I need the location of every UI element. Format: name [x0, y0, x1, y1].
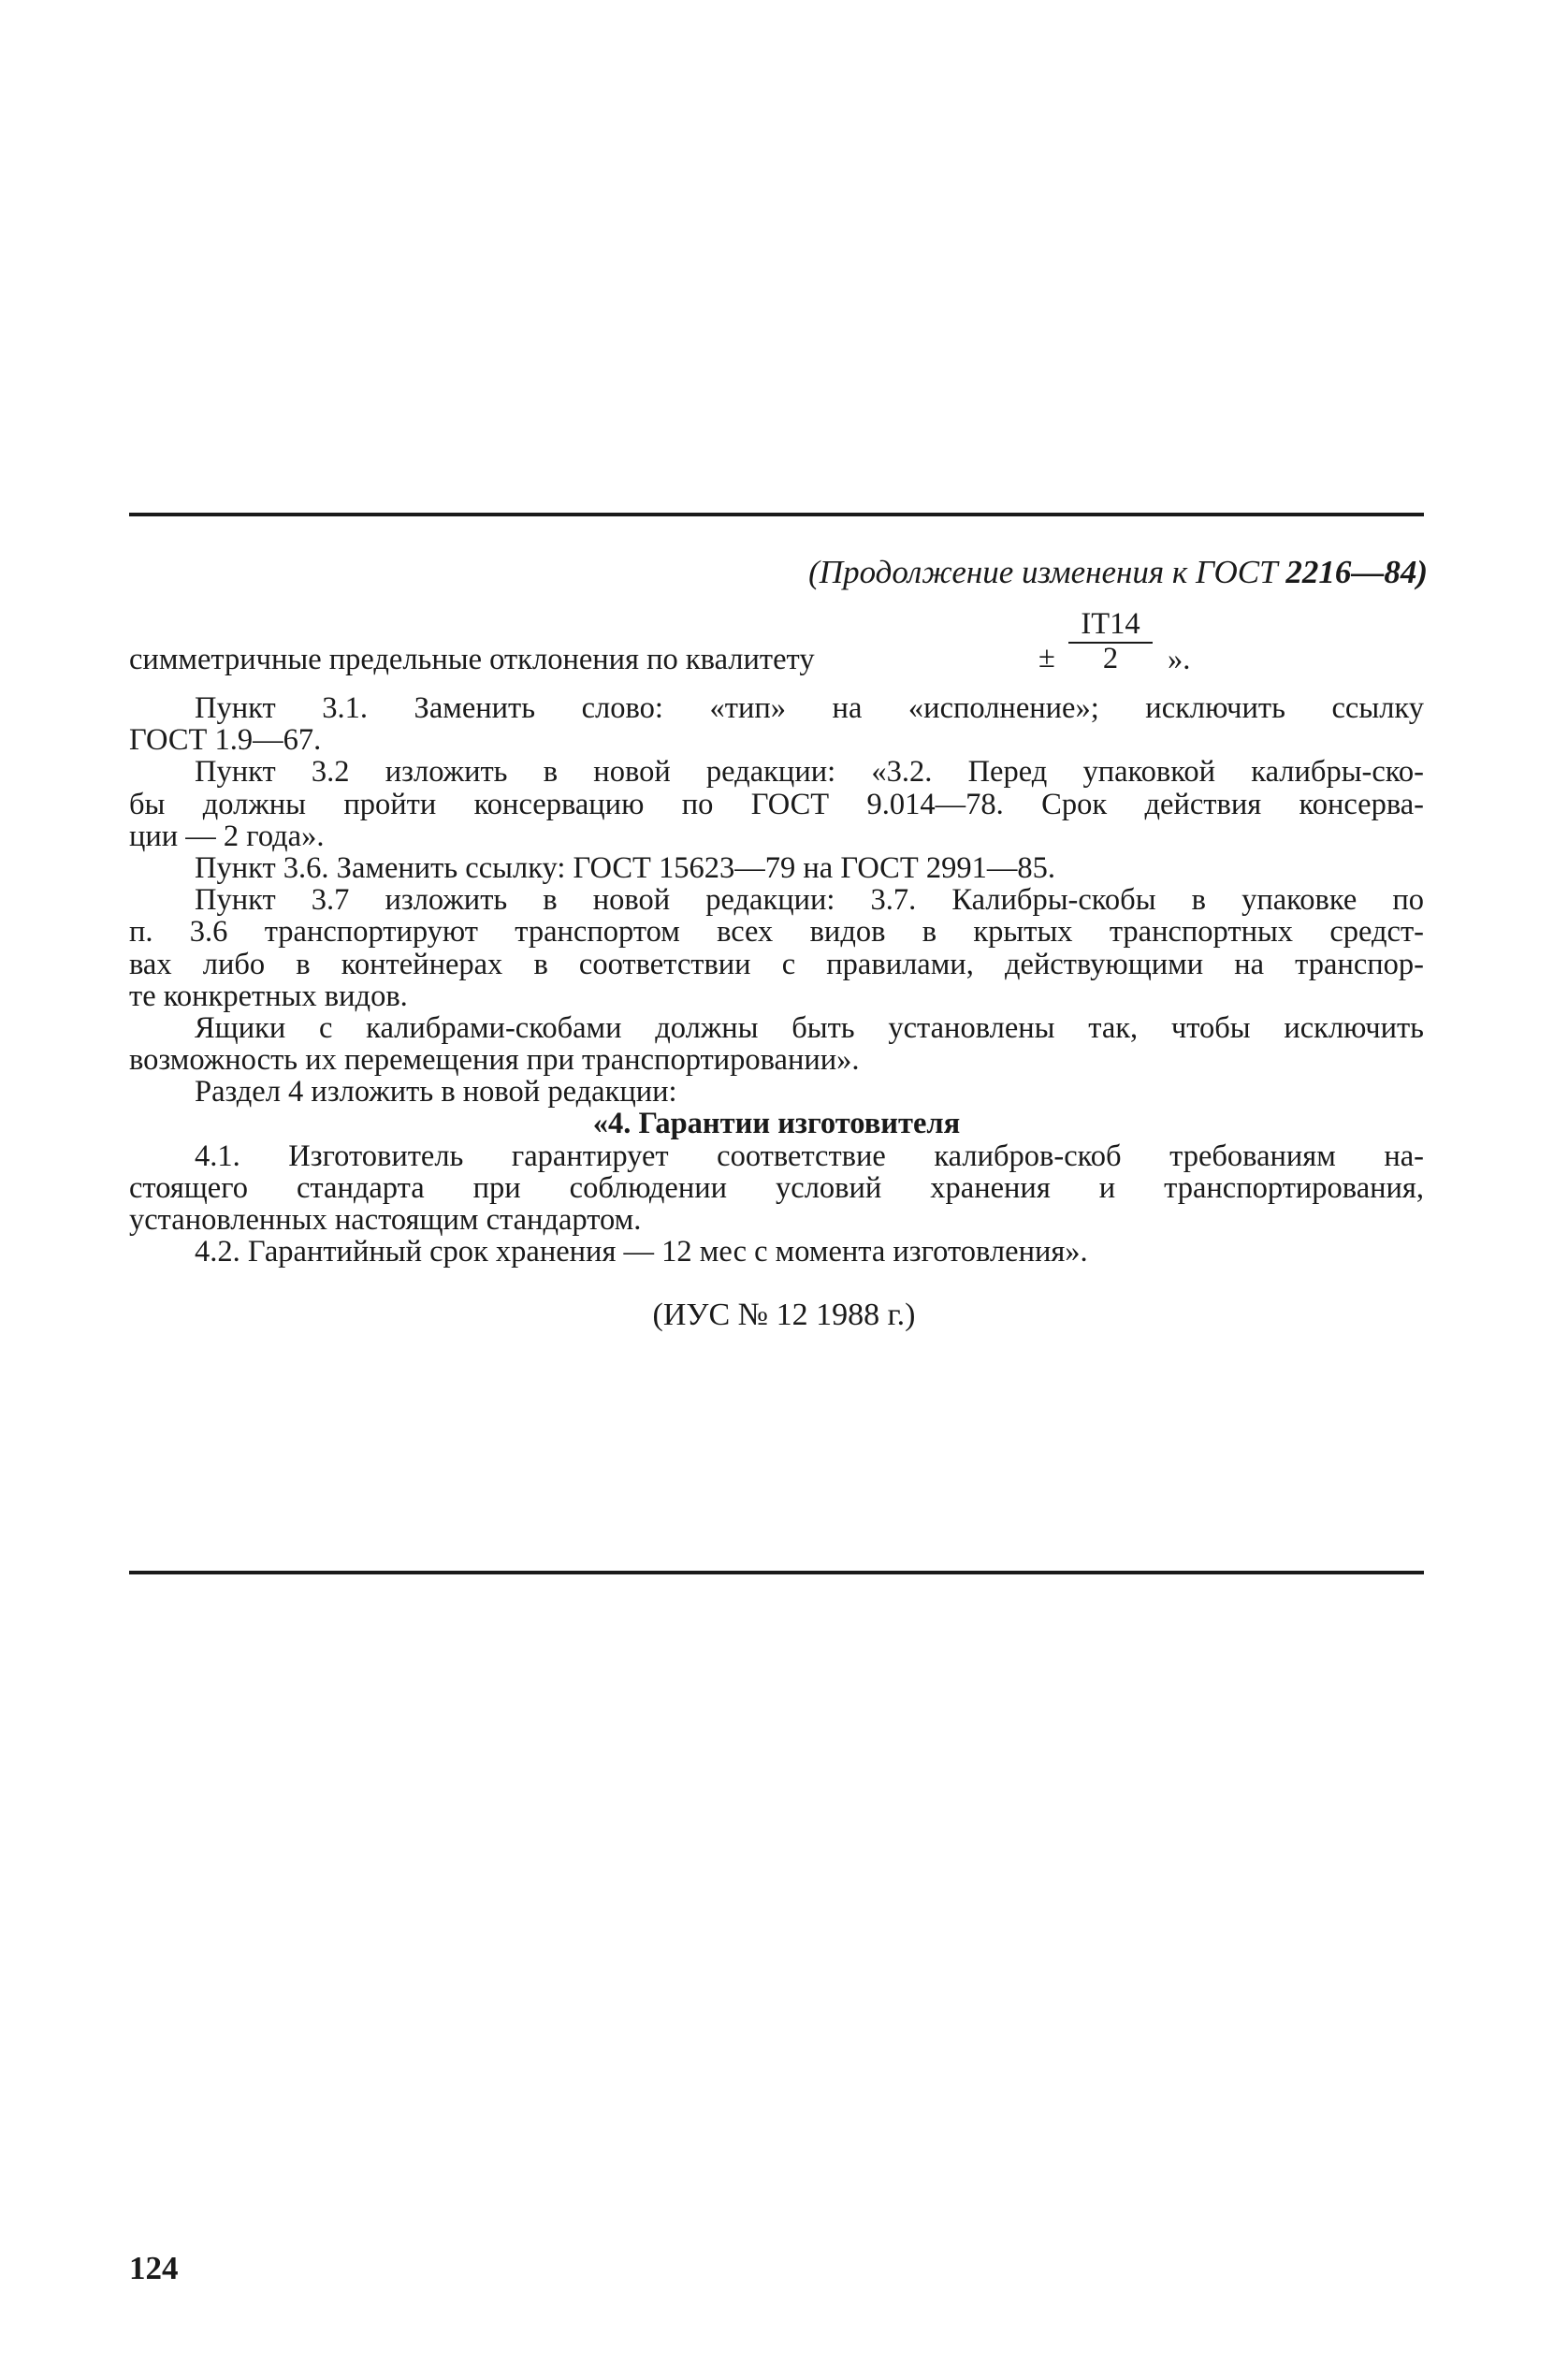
ius-reference: (ИУС № 12 1988 г.)	[652, 1298, 916, 1332]
paragraph-3-1-line-1: Пункт 3.1. Заменить слово: «тип» на «исполнение»; исключить ссылку	[195, 691, 1424, 725]
section-4-title: «4. Гарантии изготовителя	[592, 1107, 961, 1141]
paragraph-boxes-line-2: возможность их перемещения при транспортировании».	[129, 1043, 860, 1078]
paragraph-3-2-line-2: бы должны пройти консервацию по ГОСТ 9.014—78. Срок действия консерва-	[129, 787, 1424, 821]
paragraph-3-2-line-3: ции — 2 года».	[129, 819, 325, 853]
section-4-intro: Раздел 4 изложить в новой редакции:	[195, 1075, 677, 1109]
plus-minus-sign: ±	[1038, 641, 1055, 674]
tolerance-fraction	[1068, 608, 1153, 674]
paragraph-3-6-line-1: Пункт 3.6. Заменить ссылку: ГОСТ 15623—79 на ГОСТ 2991—85.	[195, 850, 1055, 885]
fraction-denominator: 2	[1102, 642, 1119, 675]
top-divider	[129, 513, 1424, 516]
paragraph-4-1-line-1: 4.1. Изготовитель гарантирует соответствие калибров-скоб требованиям на-	[195, 1138, 1424, 1173]
paragraph-3-7-line-2: п. 3.6 транспортируют транспортом всех видов в крытых транспортных средст-	[129, 915, 1424, 950]
paragraph-3-7-line-3: вах либо в контейнерах в соответствии с правилами, действующими на транспор-	[129, 947, 1424, 981]
header-prefix: (Продолжение изменения к ГОСТ	[808, 554, 1286, 590]
paragraph-boxes-line-1: Ящики с калибрами-скобами должны быть установлены так, чтобы исключить	[195, 1010, 1424, 1045]
bottom-divider	[129, 1571, 1424, 1574]
paragraph-4-1-line-2: стоящего стандарта при соблюдении условий хранения и транспортирования,	[129, 1170, 1424, 1205]
paragraph-4-1-line-3: установленных настоящим стандартом.	[129, 1203, 642, 1237]
fraction-numerator: IT14	[1068, 608, 1153, 644]
document-body	[129, 608, 1424, 1268]
paragraph-3-7-line-1: Пункт 3.7 изложить в новой редакции: 3.7. Калибры-скобы в упаковке по	[195, 883, 1424, 918]
formula-line	[129, 608, 1424, 687]
continuation-header	[808, 554, 1428, 591]
paragraph-4-2: 4.2. Гарантийный срок хранения — 12 мес с момента изготовления».	[195, 1235, 1088, 1269]
page-number: 124	[129, 2250, 179, 2286]
header-gost-number: 2216—84)	[1285, 554, 1428, 590]
paragraph-3-2-line-1: Пункт 3.2 изложить в новой редакции: «3.2. Перед упаковкой калибры-ско-	[195, 755, 1424, 790]
paragraph-3-7-line-4: те конкретных видов.	[129, 979, 408, 1013]
formula-text: симметричные предельные отклонения по квалитету	[129, 643, 815, 676]
formula-tail: ».	[1168, 643, 1191, 676]
paragraph-3-1-line-2: ГОСТ 1.9—67.	[129, 723, 322, 758]
